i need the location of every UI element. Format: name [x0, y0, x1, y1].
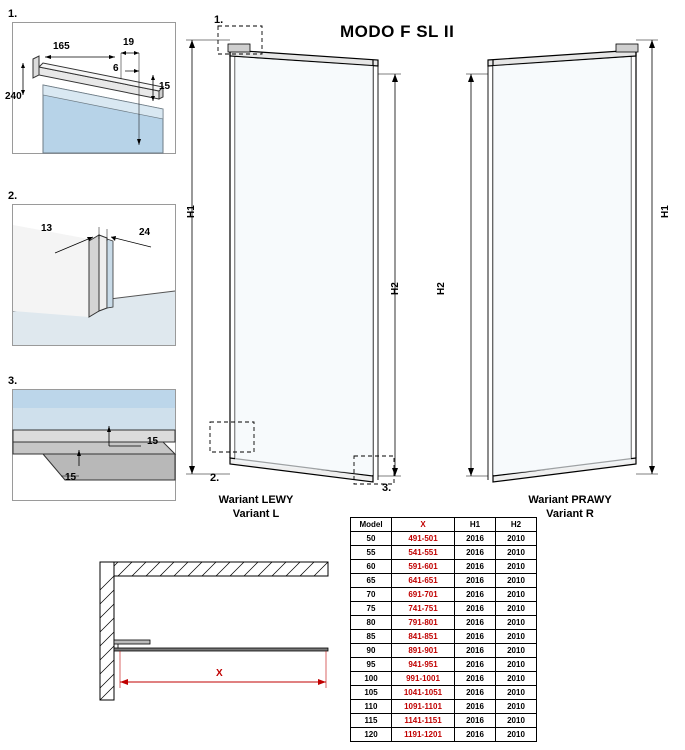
- table-row: [351, 602, 537, 616]
- table-cell: 55: [351, 546, 392, 560]
- table-cell: 2010: [496, 700, 537, 714]
- table-cell: 2016: [455, 644, 496, 658]
- table-cell: 2010: [496, 560, 537, 574]
- table-cell: 120: [351, 728, 392, 742]
- table-row: [351, 728, 537, 742]
- table-cell: 891-901: [392, 644, 455, 658]
- table-cell: 85: [351, 630, 392, 644]
- table-cell: 491-501: [392, 532, 455, 546]
- table-cell: 100: [351, 672, 392, 686]
- table-cell: 2010: [496, 728, 537, 742]
- table-cell: 591-601: [392, 560, 455, 574]
- table-header-row: [351, 518, 537, 532]
- table-cell: 90: [351, 644, 392, 658]
- table-cell: 2016: [455, 700, 496, 714]
- detail-1-drawing: [13, 23, 175, 153]
- table-cell: 115: [351, 714, 392, 728]
- detail-3-dim-15-bottom: 15: [65, 472, 77, 483]
- right-variant-caption-en: Variant R: [546, 508, 594, 520]
- detail-1-dim-165: 165: [53, 41, 70, 52]
- left-variant-caption-en: Variant L: [232, 508, 280, 520]
- table-row: [351, 532, 537, 546]
- table-row: [351, 672, 537, 686]
- left-h2-label: H2: [390, 282, 401, 295]
- table-cell: 2010: [496, 546, 537, 560]
- table-cell: 70: [351, 588, 392, 602]
- table-cell: 2010: [496, 658, 537, 672]
- table-row: [351, 686, 537, 700]
- table-cell: 741-751: [392, 602, 455, 616]
- table-cell: 75: [351, 602, 392, 616]
- table-row: [351, 588, 537, 602]
- left-marker-1: 1.: [214, 14, 224, 26]
- table-header-x: X: [392, 518, 455, 532]
- table-header-h1: H1: [455, 518, 496, 532]
- table-cell: 2016: [455, 714, 496, 728]
- table-header-model: Model: [351, 518, 392, 532]
- table-cell: 1191-1201: [392, 728, 455, 742]
- table-cell: 2010: [496, 602, 537, 616]
- right-variant-caption-pl: Wariant PRAWY: [528, 494, 612, 506]
- table-cell: 1041-1051: [392, 686, 455, 700]
- plan-x-label: X: [216, 668, 223, 679]
- page-title: MODO F SL II: [340, 22, 455, 41]
- table-cell: 2010: [496, 616, 537, 630]
- table-header-h2: H2: [496, 518, 537, 532]
- table-cell: 95: [351, 658, 392, 672]
- table-cell: 791-801: [392, 616, 455, 630]
- table-row: [351, 700, 537, 714]
- table-cell: 2016: [455, 546, 496, 560]
- left-marker-3: 3.: [382, 482, 392, 494]
- left-variant-drawing: [182, 14, 402, 494]
- right-h2-label: H2: [436, 282, 447, 295]
- table-cell: 60: [351, 560, 392, 574]
- table-cell: 941-951: [392, 658, 455, 672]
- right-h1-label: H1: [660, 205, 671, 218]
- table-cell: 2016: [455, 728, 496, 742]
- table-cell: 50: [351, 532, 392, 546]
- table-cell: 2016: [455, 560, 496, 574]
- table-cell: 841-851: [392, 630, 455, 644]
- table-row: [351, 560, 537, 574]
- detail-1-number: 1.: [8, 8, 18, 20]
- plan-view-drawing: [78, 552, 338, 742]
- detail-2-dim-24: 24: [139, 227, 151, 238]
- left-h1-label: H1: [186, 205, 197, 218]
- table-cell: 105: [351, 686, 392, 700]
- table-cell: 2016: [455, 630, 496, 644]
- table-cell: 2010: [496, 574, 537, 588]
- table-cell: 2010: [496, 630, 537, 644]
- detail-1-box: [5, 22, 176, 154]
- detail-2-number: 2.: [8, 190, 18, 202]
- table-cell: 2010: [496, 672, 537, 686]
- left-marker-2: 2.: [210, 472, 220, 484]
- table-row: [351, 546, 537, 560]
- table-cell: 2016: [455, 616, 496, 630]
- right-variant-drawing: [418, 14, 658, 494]
- table-cell: 2010: [496, 644, 537, 658]
- detail-3-box: [12, 389, 176, 501]
- table-cell: 2010: [496, 588, 537, 602]
- table-row: [351, 616, 537, 630]
- table-cell: 991-1001: [392, 672, 455, 686]
- detail-1-dim-240: 240: [5, 91, 22, 102]
- table-cell: 2010: [496, 532, 537, 546]
- table-cell: 2016: [455, 574, 496, 588]
- spec-table: [350, 517, 537, 742]
- detail-2-dim-13: 13: [41, 223, 53, 234]
- table-cell: 2016: [455, 658, 496, 672]
- table-row: [351, 630, 537, 644]
- table-cell: 641-651: [392, 574, 455, 588]
- table-row: [351, 574, 537, 588]
- left-variant-caption-pl: Wariant LEWY: [218, 494, 294, 506]
- table-cell: 1141-1151: [392, 714, 455, 728]
- table-row: [351, 658, 537, 672]
- detail-2-box: [12, 204, 176, 346]
- table-cell: 2016: [455, 602, 496, 616]
- detail-1-dim-15: 15: [159, 81, 171, 92]
- detail-3-number: 3.: [8, 375, 18, 387]
- detail-1-dim-6: 6: [113, 63, 119, 74]
- table-cell: 2010: [496, 714, 537, 728]
- table-cell: 2016: [455, 686, 496, 700]
- table-cell: 1091-1101: [392, 700, 455, 714]
- table-row: [351, 644, 537, 658]
- table-cell: 2016: [455, 532, 496, 546]
- table-cell: 2010: [496, 686, 537, 700]
- table-cell: 80: [351, 616, 392, 630]
- table-row: [351, 714, 537, 728]
- detail-3-dim-15-top: 15: [147, 436, 159, 447]
- detail-1-dim-19: 19: [123, 37, 135, 48]
- table-cell: 2016: [455, 588, 496, 602]
- detail-2-drawing: [13, 205, 175, 345]
- table-cell: 541-551: [392, 546, 455, 560]
- table-cell: 65: [351, 574, 392, 588]
- table-cell: 110: [351, 700, 392, 714]
- table-cell: 691-701: [392, 588, 455, 602]
- table-cell: 2016: [455, 672, 496, 686]
